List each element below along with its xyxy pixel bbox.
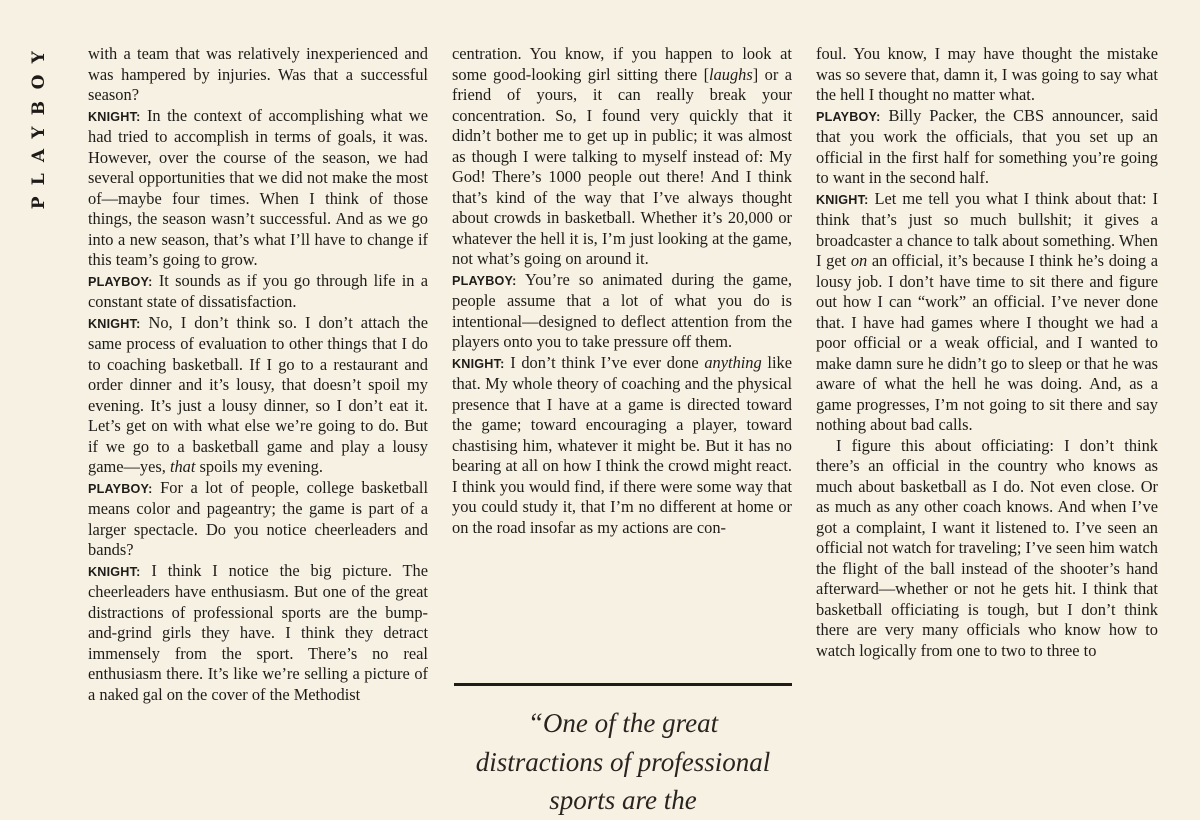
paragraph: PLAYBOY: It sounds as if you go through life in a constant state of dissatisfaction. [88,270,428,311]
paragraph: KNIGHT: Let me tell you what I think about that: I think that’s just so much bullshit; it gives a broadcaster a chance to talk about something. When I get on an official, it’s because I think he’s doing a lousy job. I don’t have time to sit there and figure out how I can “work” an official. I’ve never done that. I have had games where I thought we had a poor official or a weak official, and I wanted to make damn sure he didn’t go to sleep or that he was aware of what the hell he was doing. And, as a game progresses, I’m not going to sit there and say nothing about bad calls. [816,188,1158,434]
magazine-logo-text: PLAYBOY [29,40,49,210]
pull-quote-rule [454,683,792,686]
paragraph: PLAYBOY: You’re so animated during the game, people assume that a lot of what you do is intentional—designed to deflect attention from the players onto you to take pressure off them. [452,269,792,351]
pull-quote-line: “One of the great [527,708,719,738]
pull-quote-line: distractions of professional [475,746,771,777]
speaker-label: PLAYBOY: [816,109,881,124]
paragraph: KNIGHT: In the context of accomplishing what we had tried to accomplish in terms of goals, it was. However, over the course of the season, we had several opportunities that we did not make the most of—maybe four times. When I think of those things, the season wasn’t successful. And as we go into a new season, that’s what I’ll have to change if this team’s going to grow. [88,105,428,269]
paragraph: PLAYBOY: Billy Packer, the CBS announcer, said that you work the officials, that you set up an official in the first half for something you’re going to want in the second half. [816,105,1158,187]
text-column-3 [816,44,1158,661]
paragraph: centration. You know, if you happen to look at some good-looking girl sitting there [laughs] or a friend of yours, it can really break your concentration. So, I found very quickly that it didn’t bother me to get up in public; it was almost as though I were talking to myself instead of: My God! There’s 1000 people out there! And I think that’s kind of the way that I’ve always thought about crowds in basketball. Whether it’s 20,000 or whatever the hell it is, I’m just looking at the game, not what’s going on around it. [452,44,792,268]
paragraph: PLAYBOY: For a lot of people, college basketball means color and pageantry; the game is part of a larger spectacle. Do you notice cheerleaders and bands? [88,477,428,559]
magazine-logo [24,40,58,240]
speaker-label: PLAYBOY: [88,274,153,289]
paragraph: foul. You know, I may have thought the mistake was so severe that, damn it, I was going to say what the hell I thought no matter what. [816,44,1158,104]
speaker-label: KNIGHT: [88,316,141,331]
speaker-label: KNIGHT: [816,192,869,207]
speaker-label: KNIGHT: [452,356,505,371]
text-column-1 [88,44,428,705]
speaker-label: KNIGHT: [88,109,141,124]
paragraph: I figure this about officiating: I don’t think there’s an official in the country who knows as much about basketball as I do. Not even close. Or as much as any other coach knows. And when I’ve got a complaint, I want it listened to. I’ve seen an official not watch for traveling; I’ve seen him watch the flight of the ball instead of the shooter’s hand afterward—whether or not he gets hit. I think that basketball officiating is tough, but I don’t think there are very many officials who know how to watch logically from one to two to three to [816,435,1158,660]
pull-quote-line: sports are the [549,785,697,815]
pull-quote [446,704,800,820]
paragraph: KNIGHT: No, I don’t think so. I don’t attach the same process of evaluation to other things that I do to coaching basketball. If I go to a restaurant and order dinner and it’s lousy, that doesn’t spoil my evening. It’s just a lousy dinner, so I don’t eat it. Let’s get on with what else we’re going to do. But if we go to a basketball game and play a lousy game—yes, that spoils my evening. [88,312,428,476]
speaker-label: PLAYBOY: [452,273,517,288]
paragraph: KNIGHT: I don’t think I’ve ever done anything like that. My whole theory of coaching and the physical presence that I have at a game is directed toward the game; toward encouraging a player, toward chastising him, whatever it might be. But it has no bearing at all on how I think the crowd might react. I think you would find, if there were some way that you could study it, that I’m no different at home or on the road insofar as my actions are con- [452,352,792,537]
speaker-label: KNIGHT: [88,564,141,579]
text-column-2 [452,44,792,538]
paragraph: KNIGHT: I think I notice the big picture. The cheerleaders have enthusiasm. But one of the great distractions of professional sports are the bump-and-grind girls they have. I think they detract immensely from the sport. There’s no real enthusiasm there. It’s like we’re selling a picture of a naked gal on the cover of the Methodist [88,560,428,704]
speaker-label: PLAYBOY: [88,481,153,496]
paragraph: with a team that was relatively inexperienced and was hampered by injuries. Was that a successful season? [88,44,428,104]
